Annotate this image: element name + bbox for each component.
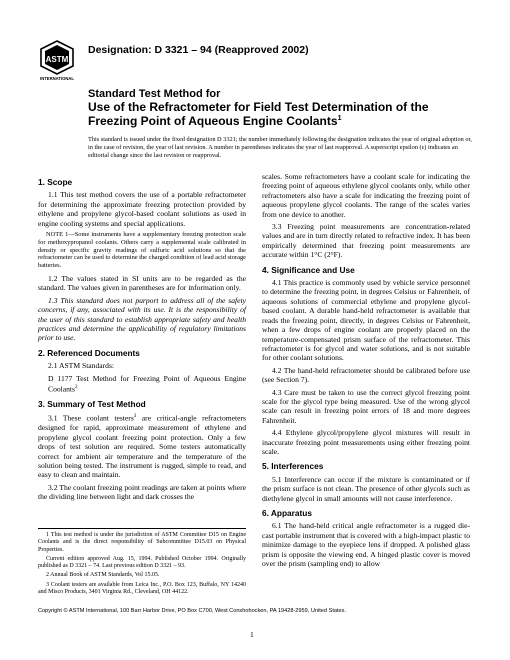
designation: Designation: D 3321 – 94 (Reapproved 2002) (88, 44, 309, 56)
para-4-4: 4.4 Ethylene glycol/propylene glycol mixtures will result in inaccurate freezing point measurements using either freezing point scale. (262, 428, 470, 456)
title-line-1: Standard Test Method for (88, 88, 221, 100)
copyright-line: Copyright © ASTM International, 100 Barr Harbor Drive, PO Box C700, West Conshohocken, PA 19428-2959, United States. (38, 608, 346, 614)
section-2-heading: 2. Referenced Documents (38, 347, 140, 358)
footnotes (38, 528, 246, 598)
para-3-1-rest: are critical-angle refractometers designed for rapid, approximate measurement of ethylene and propylene glycol coolant freezing point protection. Only a few drops of test solution are required. Some testers automatically correct for ambient air temperature and the temperature of the solution being tested. The instrument is rugged, simple to read, and easy to clean and maintain. (38, 413, 246, 480)
astm-logo (40, 40, 74, 82)
issuance-notice: This standard is issued under the fixed designation D 3321; the number immediately following the designation indicates the year of original adoption or, in the case of revision, the year of last revision. A number in parentheses indicates the year of last reapproval. A superscript epsilon (ε) indicates an editorial change since the last revision or reapproval. (88, 136, 472, 159)
section-4-heading: 4. Significance and Use (262, 264, 355, 275)
logo-subtext: INTERNATIONAL (40, 76, 74, 81)
para-3-1 (38, 412, 246, 479)
note-1: NOTE 1—Some instruments have a supplementary freezing protection scale for methoxypropanol coolants. Others carry a supplemental scale calibrated in density or specific gravity readings of sulfuric acid solutions so that the refractometer can be used to determine the charged condition of lead acid storage batteries. (38, 231, 246, 270)
para-3-2-cont: scales. Some refractometers have a coolant scale for indicating the freezing point of aqueous ethylene glycol coolants only, while other refractometers also have a scale for indicating the freezing point of aqueous propylene glycol coolants. The range of the scales varies from one device to another. (262, 172, 470, 219)
para-4-2: 4.2 The hand-held refractometer should be calibrated before use (see Section 7). (262, 365, 470, 385)
title-footnote-mark: 1 (337, 115, 342, 123)
right-column (262, 172, 470, 571)
title-block (88, 88, 478, 128)
section-3-heading: 3. Summary of Test Method (38, 399, 146, 410)
para-5-1: 5.1 Interference can occur if the mixture is contaminated or if the prism surface is not clean. The presence of other glycols such as diethylene glycol in small amounts will not cause interference. (262, 474, 470, 503)
para-4-3: 4.3 Care must be taken to use the correct glycol freezing point scale for the glycol type being measured. Use of the wrong glycol scale can result in freezing point errors of 18 and more degrees Fahrenheit. (262, 387, 470, 425)
para-3-2: 3.2 The coolant freezing point readings are taken at points where the dividing line between light and dark crosses the (38, 482, 246, 502)
footnote-1: 1 This test method is under the jurisdiction of ASTM Committee D15 on Engine Coolants and is the direct responsibility of Subcommittee D15.03 on Physical Properties. (38, 532, 246, 553)
footnote-3: 3 Coolant testers are available from Leica Inc., P.O. Box 123, Buffalo, NY 14240 and Misco Products, 3401 Virginia Rd., Cleveland, OH 44122. (38, 581, 246, 596)
para-1-3: 1.3 This standard does not purport to address all of the safety concerns, if any, associated with its use. It is the responsibility of the user of this standard to establish appropriate safety and health practices and determine the applicability of regulatory limitations prior to use. (38, 295, 246, 343)
para-1-2: 1.2 The values stated in SI units are to be regarded as the standard. The values given in parentheses are for information only. (38, 274, 246, 293)
para-4-1: 4.1 This practice is commonly used by vehicle service personnel to determine the freezing point, in degrees Celsius or Fahrenheit, of aqueous solutions of commercial ethylene and propylene glycol-based coolant. A durable hand-held refractometer is available that reads the freezing point, directly, in degrees Celsius or Fahrenheit, when a few drops of engine coolant are properly placed on the temperature-compensated prism surface of the refractometer. This refractometer is for glycol and water solutions, and is not suitable for other coolant solutions. (262, 278, 470, 363)
para-6-1: 6.1 The hand-held critical angle refractometer is a rugged die-cast portable instrument that is covered with a high-impact plastic to minimize damage to the eyepiece lens if dropped. A polished glass prism is opposite the viewing end. A hinged plastic cover is moved over the prism (sampling end) to allow (262, 521, 470, 569)
para-3-1-start: 3.1 These coolant testers (48, 413, 134, 423)
title-line-3 (88, 113, 478, 128)
title-line-3-text: Freezing Point of Aqueous Engine Coolants (88, 114, 338, 129)
para-1-1: 1.1 This test method covers the use of a portable refractometer for determining the approximate freezing protection provided by ethylene and propylene glycol-based coolant solutions as used in engine cooling systems and special applications. (38, 190, 246, 228)
logo-text: ASTM (45, 55, 69, 64)
para-2-1: 2.1 ASTM Standards: (48, 361, 115, 371)
footnote-1b: Current edition approved Aug. 15, 1994. Published October 1994. Originally published as D 3321 – 74. Last previous edition D 3321 – 93. (38, 555, 246, 570)
reference-d1177-text: D 1177 Test Method for Freezing Point of Aqueous Engine Coolants (48, 373, 246, 394)
title-line-2: Use of the Refractometer for Field Test Determination of the (88, 99, 429, 114)
section-6-heading: 6. Apparatus (262, 508, 312, 518)
reference-d1177 (38, 374, 246, 394)
footnote-2: 2 Annual Book of ASTM Standards, Vol 15.05. (46, 572, 160, 579)
left-column (38, 172, 246, 505)
page-number: 1 (250, 630, 254, 639)
para-3-3: 3.3 Freezing point measurements are concentration-related values and are in turn directly related to refractive index. It has been empirically determined that freezing point measurements are accurate within 1°C (2°F). (262, 222, 470, 260)
reference-d1177-mark: 2 (75, 385, 78, 391)
section-1-heading: 1. Scope (38, 177, 73, 187)
section-5-heading: 5. Interferences (262, 461, 324, 472)
para-3-1-mark: 3 (133, 414, 137, 420)
